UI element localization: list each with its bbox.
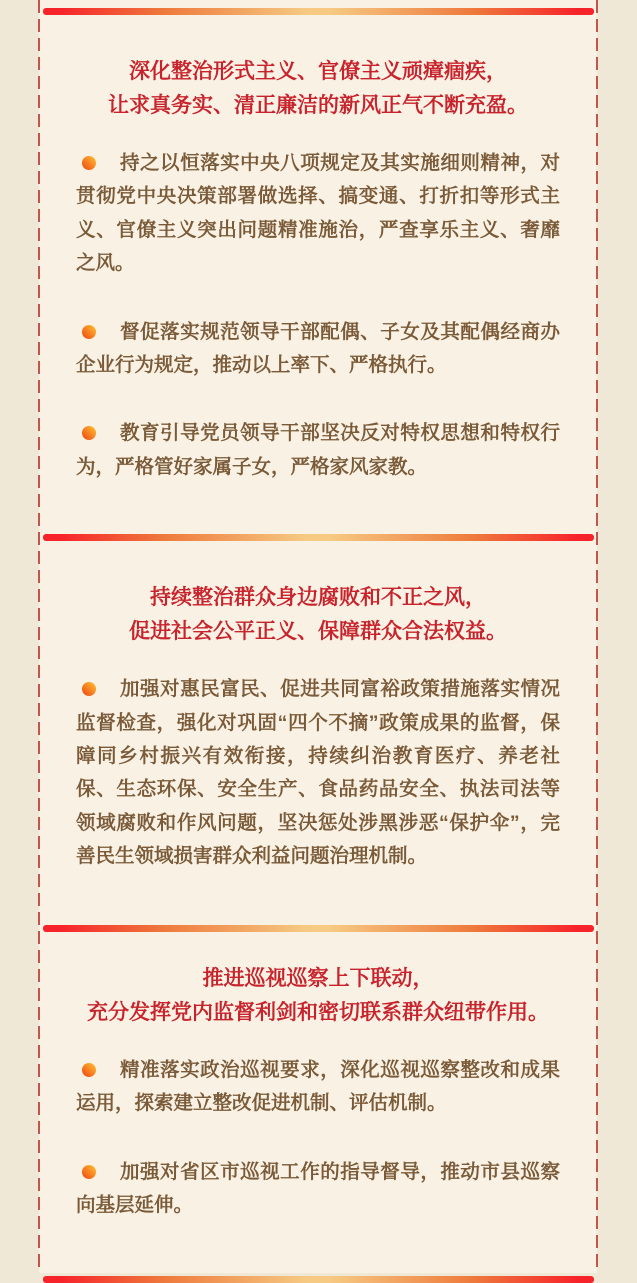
bullet-dot-icon (82, 325, 96, 339)
section-divider (43, 534, 594, 541)
paragraph-text: 督促落实规范领导干部配偶、子女及其配偶经商办企业行为规定，推动以上率下、严格执行。 (76, 320, 560, 377)
dashed-border-right-icon (596, 0, 598, 1273)
bullet-dot-icon (82, 1165, 96, 1179)
bullet-paragraph (76, 673, 560, 873)
bullet-dot-icon (82, 426, 96, 440)
paragraph-text: 加强对省区市巡视工作的指导督导，推动市县巡察向基层延伸。 (76, 1160, 560, 1216)
section-title-line: 深化整治形式主义、官僚主义顽瘴痼疾， (129, 60, 507, 83)
bullet-dot-icon (82, 1063, 96, 1077)
paragraph-text: 精准落实政治巡视要求，深化巡视巡察整改和成果运用，探索建立整改促进机制、评估机制。 (76, 1058, 560, 1115)
section-corruption (39, 541, 597, 873)
bottom-divider (43, 1276, 594, 1283)
section-inspection (39, 932, 597, 1223)
bullet-dot-icon (82, 682, 96, 696)
dashed-border-left-icon (38, 0, 40, 1273)
section-title (76, 55, 560, 123)
paragraph-text: 加强对惠民富民、促进共同富裕政策措施落实情况监督检查，强化对巩固“四个不摘”政策成果的监督，保障同乡村振兴有效衔接，持续纠治教育医疗、养老社保、生态环保、安全生产、食品药品安全、执法司法等领域腐败和作风问题，坚决惩处涉黑涉恶“保护伞”，完善民生领域损害群众利益问题治理机制。 (76, 678, 560, 868)
section-formalism (39, 15, 597, 484)
section-title (76, 581, 560, 649)
bullet-paragraph (76, 417, 560, 484)
bullet-paragraph (76, 147, 560, 281)
bullet-dot-icon (82, 156, 96, 170)
section-title-line: 促进社会公平正义、保障群众合法权益。 (129, 620, 507, 644)
bullet-paragraph (76, 1054, 560, 1121)
section-title-line: 让求真务实、清正廉洁的新风正气不断充盈。 (108, 94, 528, 117)
paragraph-text: 教育引导党员领导干部坚决反对特权思想和特权行为，严格管好家属子女，严格家风家教。 (76, 422, 560, 478)
bullet-paragraph (76, 1156, 560, 1223)
section-title-line: 持续整治群众身边腐败和不正之风， (150, 586, 486, 610)
top-divider (43, 8, 594, 15)
section-title-line: 充分发挥党内监督利剑和密切联系群众纽带作用。 (87, 1000, 549, 1024)
section-title-line: 推进巡视巡察上下联动， (202, 966, 434, 990)
content-panel (39, 0, 597, 1273)
bullet-paragraph (76, 316, 560, 383)
section-divider (43, 925, 594, 932)
section-title (76, 962, 560, 1030)
paragraph-text: 持之以恒落实中央八项规定及其实施细则精神，对贯彻党中央决策部署做选择、搞变通、打折扣等形式主义、官僚主义突出问题精准施治，严查享乐主义、奢靡之风。 (76, 152, 560, 275)
